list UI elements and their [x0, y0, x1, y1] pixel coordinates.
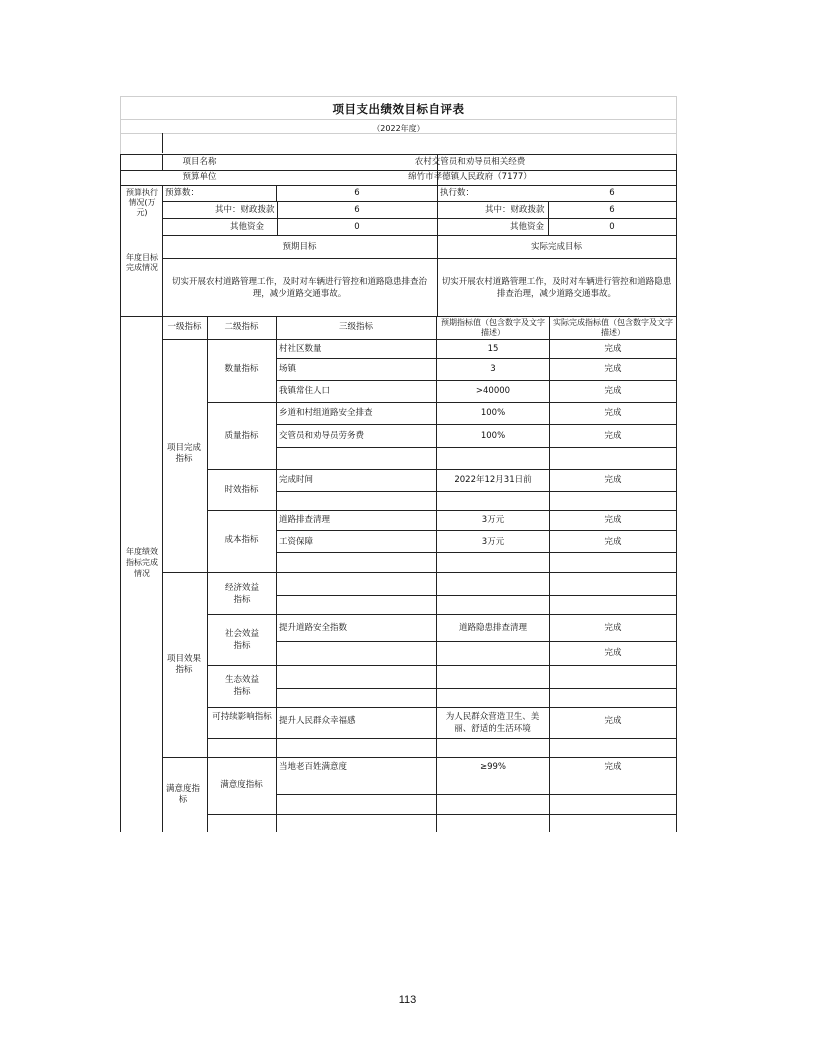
- header-actual: 实际完成指标值（包含数字及文字描述）: [553, 318, 673, 337]
- row-actual: 完成: [604, 716, 622, 726]
- table-border-line: [676, 154, 677, 832]
- table-border-line: [120, 170, 677, 171]
- header-level2: 二级指标: [224, 322, 259, 332]
- row-l3: 村社区数量: [279, 344, 322, 354]
- l2-quality: 质量指标: [224, 431, 259, 441]
- table-border-line: [207, 665, 677, 666]
- other-exec-label: 其他资金: [510, 222, 545, 232]
- fiscal-budget-value: 6: [354, 205, 360, 215]
- actual-goal-header: 实际完成目标: [530, 242, 582, 252]
- table-border-line: [276, 688, 677, 689]
- table-border-line: [120, 154, 677, 155]
- table-border-line: [276, 794, 677, 795]
- table-border-line: [207, 614, 677, 615]
- budget-value: 6: [354, 188, 360, 198]
- l2-economic: 经济效益指标: [224, 583, 259, 605]
- l2-quantity: 数量指标: [224, 364, 259, 374]
- table-border-line: [162, 235, 677, 236]
- fiscal-exec-value: 6: [609, 205, 615, 215]
- row-actual: 完成: [604, 408, 622, 418]
- goals-section-label: 年度目标完成情况: [126, 253, 158, 272]
- row-l3: 工资保障: [279, 537, 314, 547]
- row-actual: 完成: [604, 515, 622, 525]
- table-border-line: [207, 738, 677, 739]
- expected-goal-header: 预期目标: [282, 242, 317, 252]
- row-actual: 完成: [604, 648, 622, 658]
- table-border-line: [276, 424, 677, 425]
- row-expected: 2022年12月31日前: [454, 475, 532, 485]
- page-number: 113: [398, 994, 417, 1006]
- row-actual: 完成: [604, 386, 622, 396]
- row-actual: 完成: [604, 537, 622, 547]
- gridline: [676, 96, 677, 154]
- gridline: [120, 119, 677, 120]
- table-border-line: [207, 316, 208, 832]
- l1-output: 项目完成指标: [166, 443, 201, 464]
- table-border-line: [120, 316, 677, 317]
- table-border-line: [276, 595, 677, 596]
- table-border-line: [276, 447, 677, 448]
- row-actual: 完成: [604, 431, 622, 441]
- other-label: 其他资金: [230, 222, 265, 232]
- row-expected: 100%: [480, 431, 506, 441]
- exec-value: 6: [609, 188, 615, 198]
- document-title: 项目支出绩效目标自评表: [332, 102, 465, 116]
- l1-effect: 项目效果指标: [166, 654, 201, 675]
- project-name-label: 项目名称: [182, 157, 217, 167]
- gridline: [120, 96, 677, 97]
- gridline: [120, 133, 677, 134]
- table-border-line: [207, 469, 677, 470]
- row-l3: 乡道和村组道路安全排查: [279, 408, 373, 418]
- row-actual: 完成: [604, 762, 622, 772]
- other-exec-value: 0: [609, 222, 615, 232]
- row-expected: 15: [487, 344, 499, 354]
- other-budget-value: 0: [354, 222, 360, 232]
- table-border-line: [162, 258, 677, 259]
- unit-label: 预算单位: [182, 172, 217, 182]
- header-level1: 一级指标: [167, 322, 202, 332]
- gridline: [120, 96, 121, 154]
- l2-time: 时效指标: [224, 485, 259, 495]
- table-border-line: [162, 201, 677, 202]
- row-expected: 3万元: [481, 537, 505, 547]
- document-year: （2022年度）: [372, 124, 425, 133]
- table-border-line: [276, 358, 677, 359]
- l1-satisfaction: 满意度指标: [166, 784, 201, 805]
- row-l3: 提升道路安全指数: [279, 623, 348, 633]
- row-expected: >40000: [475, 386, 511, 396]
- budget-section-label: 预算执行情况(万元): [126, 188, 158, 217]
- table-border-line: [162, 218, 677, 219]
- table-border-line: [162, 185, 163, 832]
- row-expected: 为人民群众营造卫生、美丽、舒适的生活环境: [445, 712, 540, 734]
- fiscal-exec-label: 其中：财政拨款: [485, 205, 545, 215]
- row-actual: 完成: [604, 344, 622, 354]
- row-l3: 提升人民群众幸福感: [279, 716, 356, 726]
- header-level3: 三级指标: [338, 322, 373, 332]
- row-l3: 完成时间: [279, 475, 314, 485]
- table-border-line: [207, 814, 677, 815]
- gridline: [162, 143, 163, 153]
- row-l3: 当地老百姓满意度: [279, 762, 348, 772]
- table-border-line: [276, 552, 677, 553]
- header-expected: 预期指标值（包含数字及文字描述）: [441, 318, 545, 337]
- unit-value: 绵竹市孝德镇人民政府（7177）: [408, 172, 532, 182]
- table-border-line: [276, 641, 677, 642]
- table-border-line: [120, 154, 121, 832]
- table-border-line: [276, 530, 677, 531]
- table-border-line: [276, 380, 677, 381]
- expected-goal-text: 切实开展农村道路管理工作，及时对车辆进行管控和道路隐患排查治理，减少道路交通事故。: [171, 277, 427, 299]
- row-expected: 道路隐患排查清理: [458, 623, 527, 633]
- l2-satisfaction: 满意度指标: [220, 780, 263, 790]
- row-expected: ≥99%: [479, 762, 506, 772]
- fiscal-label: 其中：财政拨款: [215, 205, 275, 215]
- l2-sustain: 可持续影响指标: [212, 712, 272, 722]
- budget-label: 预算数：: [165, 188, 200, 198]
- row-l3: 场镇: [279, 364, 297, 374]
- table-border-line: [120, 185, 677, 186]
- table-border-line: [276, 316, 277, 832]
- row-actual: 完成: [604, 364, 622, 374]
- table-border-line: [162, 572, 677, 573]
- l2-social: 社会效益指标: [224, 629, 259, 651]
- row-expected: 3万元: [481, 515, 505, 525]
- row-expected: 100%: [480, 408, 506, 418]
- row-expected: 3: [490, 364, 496, 374]
- l2-ecology: 生态效益指标: [224, 675, 259, 697]
- table-border-line: [207, 510, 677, 511]
- table-border-line: [162, 339, 677, 340]
- project-name-value: 农村交管员和劝导员相关经费: [414, 157, 526, 167]
- row-actual: 完成: [604, 623, 622, 633]
- table-border-line: [162, 757, 677, 758]
- row-l3: 我镇常住人口: [279, 386, 331, 396]
- indicator-section-label: 年度绩效指标完成情况: [126, 547, 158, 578]
- row-actual: 完成: [604, 475, 622, 485]
- actual-goal-text: 切实开展农村道路管理工作，及时对车辆进行管控和道路隐患排查治理，减少道路交通事故。: [441, 277, 672, 299]
- l2-cost: 成本指标: [224, 535, 259, 545]
- table-border-line: [207, 707, 677, 708]
- row-l3: 交管员和劝导员劳务费: [279, 431, 365, 441]
- table-border-line: [207, 402, 677, 403]
- gridline: [162, 133, 163, 143]
- row-l3: 道路排查清理: [279, 515, 331, 525]
- table-border-line: [276, 491, 677, 492]
- exec-label: 执行数：: [440, 188, 475, 198]
